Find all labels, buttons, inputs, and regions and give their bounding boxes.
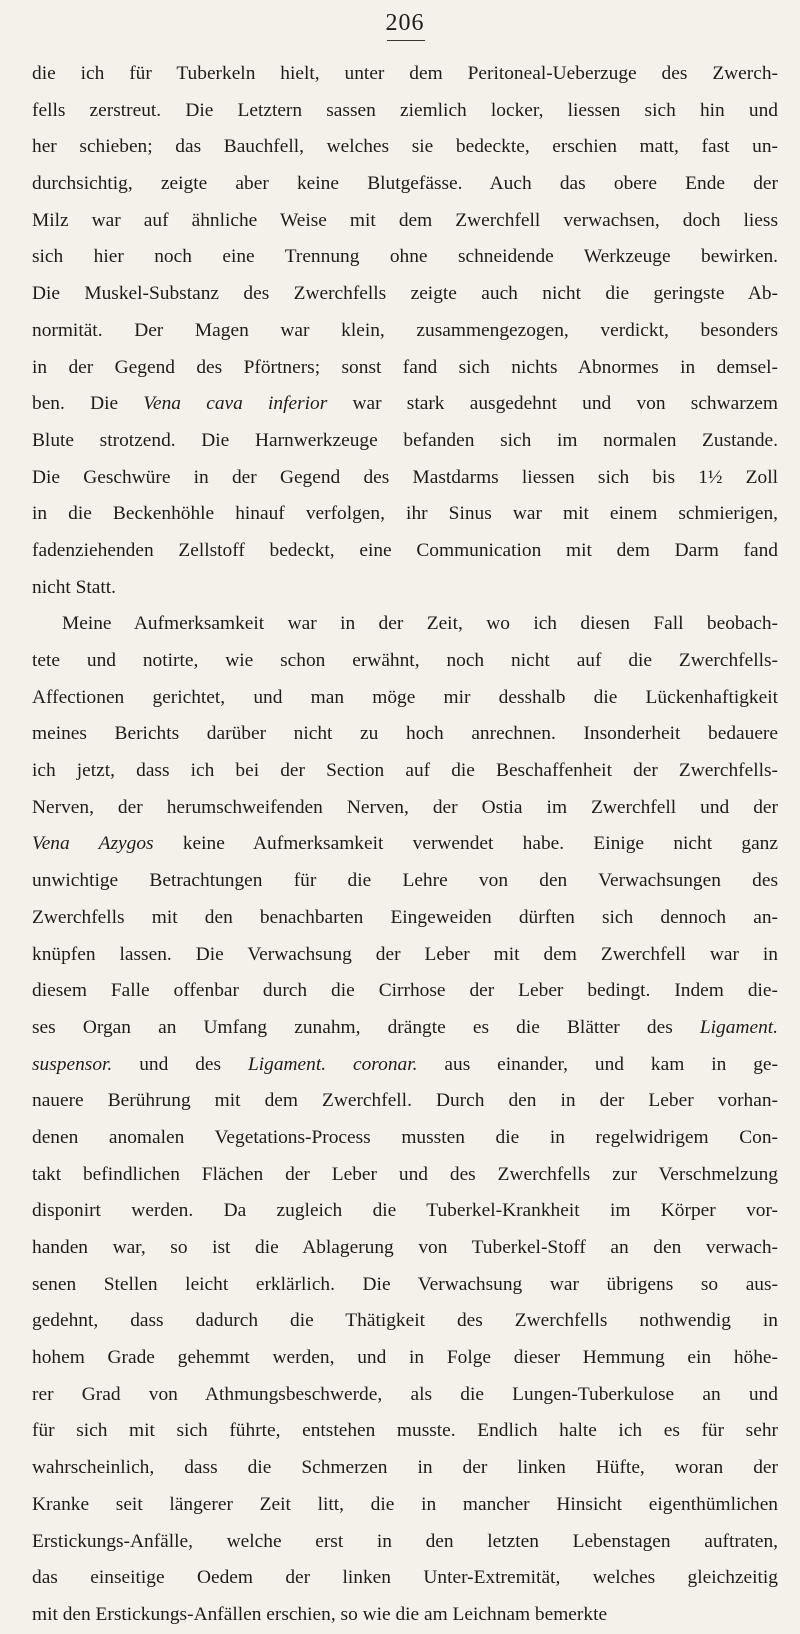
text-line: [32, 606, 778, 643]
text-line: [32, 239, 778, 276]
body-text: [32, 56, 778, 1634]
text-line: [32, 1303, 778, 1340]
text-line: [32, 570, 778, 607]
text-run: für sich mit sich führte, entstehen musste. Endlich halte ich es für sehr: [32, 1420, 778, 1442]
italic-term: Vena Azygos: [32, 833, 154, 855]
text-line: [32, 1193, 778, 1230]
italic-term: suspensor.: [32, 1053, 113, 1075]
text-run: her schieben; das Bauchfell, welches sie bedeckte, erschien matt, fast un-: [32, 136, 778, 158]
text-line: [32, 790, 778, 827]
text-run: Die Geschwüre in der Gegend des Mastdarms liessen sich bis 1½ Zoll: [32, 466, 778, 488]
text-run: ich jetzt, dass ich bei der Section auf die Beschaffenheit der Zwerchfells-: [32, 760, 778, 782]
text-run: Meine Aufmerksamkeit war in der Zeit, wo ich diesen Fall beobach-: [62, 613, 778, 635]
text-run: handen war, so ist die Ablagerung von Tuberkel-Stoff an den verwach-: [32, 1237, 778, 1258]
text-line: [32, 93, 778, 130]
text-run: in die Beckenhöhle hinauf verfolgen, ihr Sinus war mit einem schmierigen,: [32, 503, 778, 525]
text-line: [32, 350, 778, 387]
text-run: tete und notirte, wie schon erwähnt, noch nicht auf die Zwerchfells-: [32, 650, 778, 671]
text-line: [32, 900, 778, 937]
text-line: [32, 1230, 778, 1267]
text-run: war stark ausgedehnt und von schwarzem: [327, 393, 778, 415]
text-run: nicht Statt.: [32, 576, 117, 598]
text-line: [32, 1597, 778, 1634]
text-line: [32, 276, 778, 313]
italic-term: Ligament.: [699, 1016, 778, 1038]
text-run: unwichtige Betrachtungen für die Lehre von den Verwachsungen des: [32, 870, 778, 892]
text-line: [32, 643, 778, 680]
text-run: senen Stellen leicht erklärlich. Die Verwachsung war übrigens so aus-: [32, 1273, 778, 1295]
text-run: Nerven, der herumschweifenden Nerven, der Ostia im Zwerchfell und der: [32, 796, 778, 818]
text-line: [32, 533, 778, 570]
italic-term: Vena cava inferior: [143, 393, 328, 415]
text-run: gedehnt, dass dadurch die Thätigkeit des Zwerchfells nothwendig in: [32, 1310, 778, 1332]
text-run: mit den Erstickungs-Anfällen erschien, so wie die am Leichnam bemerkte: [32, 1603, 608, 1625]
page-number-underline: [387, 40, 425, 41]
text-line: [32, 863, 778, 900]
text-run: denen anomalen Vegetations-Process mussten die in regelwidrigem Con-: [32, 1126, 778, 1148]
text-run: normität. Der Magen war klein, zusammengezogen, verdickt, besonders: [32, 319, 778, 341]
text-line: [32, 1560, 778, 1597]
text-line: [32, 423, 778, 460]
text-run: fells zerstreut. Die Letztern sassen ziemlich locker, liessen sich hin und: [32, 99, 778, 121]
text-line: [32, 166, 778, 203]
text-line: [32, 1120, 778, 1157]
text-run: die ich für Tuberkeln hielt, unter dem Peritoneal-Ueberzuge des Zwerch-: [32, 63, 778, 84]
text-run: Die Muskel-Substanz des Zwerchfells zeigte auch nicht die geringste Ab-: [32, 283, 778, 305]
page-number: 206: [385, 10, 425, 36]
text-line: [32, 1157, 778, 1194]
text-run: meines Berichts darüber nicht zu hoch anrechnen. Insonderheit bedauere: [32, 723, 778, 745]
text-line: [32, 1450, 778, 1487]
italic-term: Ligament. coronar.: [247, 1053, 418, 1075]
text-line: [32, 129, 778, 166]
text-run: takt befindlichen Flächen der Leber und des Zwerchfells zur Verschmelzung: [32, 1163, 778, 1185]
text-line: [32, 1267, 778, 1304]
text-run: ben. Die: [32, 393, 144, 415]
text-run: keine Aufmerksamkeit verwendet habe. Einige nicht ganz: [153, 833, 778, 855]
text-line: [32, 496, 778, 533]
text-line: [32, 1047, 778, 1084]
text-line: [32, 973, 778, 1010]
text-run: Zwerchfells mit den benachbarten Eingeweiden dürften sich dennoch an-: [32, 906, 778, 928]
text-run: diesem Falle offenbar durch die Cirrhose der Leber bedingt. Indem die-: [32, 980, 778, 1002]
text-line: [32, 680, 778, 717]
text-run: Affectionen gerichtet, und man möge mir desshalb die Lückenhaftigkeit: [32, 686, 778, 708]
text-line: [32, 203, 778, 240]
text-run: in der Gegend des Pförtners; sonst fand sich nichts Abnormes in demsel-: [32, 356, 778, 378]
text-run: Blute strotzend. Die Harnwerkzeuge befanden sich im normalen Zustande.: [32, 429, 778, 451]
text-run: hohem Grade gehemmt werden, und in Folge dieser Hemmung ein höhe-: [32, 1347, 778, 1369]
text-line: [32, 1340, 778, 1377]
text-line: [32, 56, 778, 93]
text-line: [32, 386, 778, 423]
text-line: [32, 716, 778, 753]
text-run: fadenziehenden Zellstoff bedeckt, eine Communication mit dem Darm fand: [32, 539, 778, 561]
text-line: [32, 753, 778, 790]
text-run: Kranke seit längerer Zeit litt, die in mancher Hinsicht eigenthümlichen: [32, 1493, 778, 1515]
text-line: [32, 1083, 778, 1120]
text-line: [32, 460, 778, 497]
text-run: durchsichtig, zeigte aber keine Blutgefässe. Auch das obere Ende der: [32, 173, 778, 195]
paragraph: [32, 56, 778, 606]
text-run: rer Grad von Athmungsbeschwerde, als die Lungen-Tuberkulose an und: [32, 1383, 778, 1405]
text-run: Milz war auf ähnliche Weise mit dem Zwerchfell verwachsen, doch liess: [32, 209, 778, 231]
text-run: Erstickungs-Anfälle, welche erst in den letzten Lebenstagen auftraten,: [32, 1530, 778, 1552]
text-run: disponirt werden. Da zugleich die Tuberkel-Krankheit im Körper vor-: [32, 1200, 778, 1222]
text-line: [32, 1487, 778, 1524]
text-line: [32, 937, 778, 974]
text-run: ses Organ an Umfang zunahm, drängte es die Blätter des: [32, 1016, 700, 1038]
text-line: [32, 1377, 778, 1414]
text-line: [32, 826, 778, 863]
text-line: [32, 1524, 778, 1561]
text-run: sich hier noch eine Trennung ohne schneidende Werkzeuge bewirken.: [32, 246, 778, 268]
text-run: und des: [112, 1053, 248, 1075]
text-run: aus einander, und kam in ge-: [417, 1053, 778, 1075]
text-line: [32, 313, 778, 350]
text-line: [32, 1413, 778, 1450]
text-run: knüpfen lassen. Die Verwachsung der Leber mit dem Zwerchfell war in: [32, 943, 778, 965]
text-run: das einseitige Oedem der linken Unter-Extremität, welches gleichzeitig: [32, 1567, 778, 1589]
text-run: nauere Berührung mit dem Zwerchfell. Durch den in der Leber vorhan-: [32, 1090, 778, 1112]
paragraph: [32, 606, 778, 1633]
text-line: [32, 1010, 778, 1047]
text-run: wahrscheinlich, dass die Schmerzen in der linken Hüfte, woran der: [32, 1457, 778, 1479]
